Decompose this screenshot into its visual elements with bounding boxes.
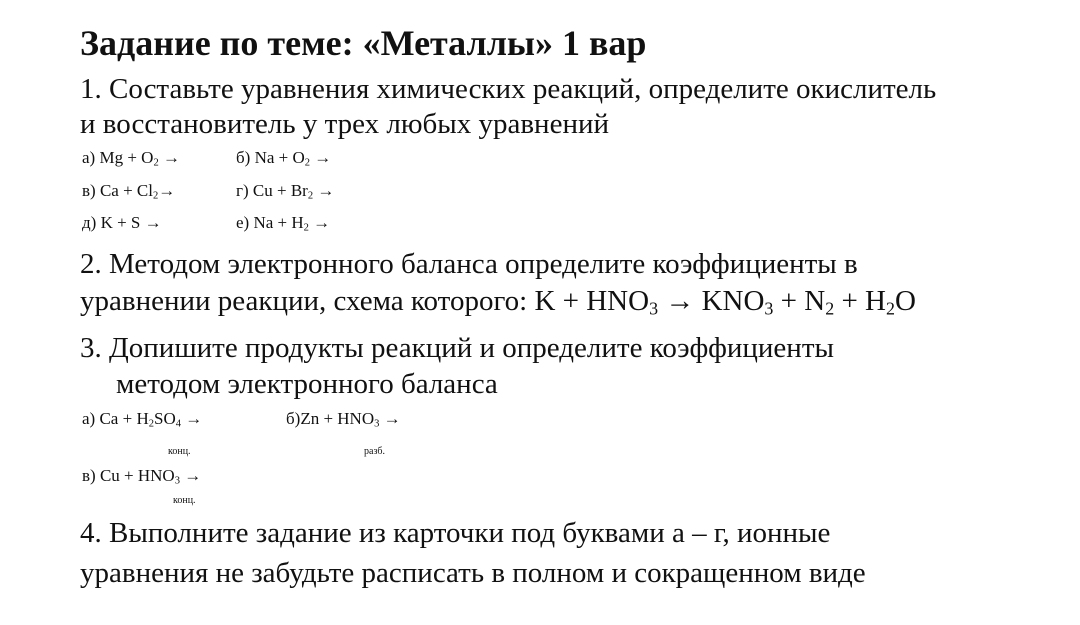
reaction-1b: б) $Na + O_2$ → <box>236 148 332 169</box>
task2-equation: $K + HNO_3 \to KNO_3 + N_2 + H_2O$ <box>534 285 916 319</box>
task3-line2: методом электронного баланса <box>116 368 498 400</box>
task3-line1: 3. Допишите продукты реакций и определите коэффициенты <box>80 332 834 364</box>
reaction-1v: в) $Ca + Cl_2\to$ <box>82 181 176 202</box>
reaction-3a-note: конц. <box>168 446 191 457</box>
reaction-3b-note: разб. <box>364 446 385 457</box>
task2-line2: уравнении реакции, схема которого: $K + HNO_3 \to KNO_3 + N_2 + H_2O$ <box>80 285 916 319</box>
worksheet-title: Задание по теме: «Металлы» 1 вар <box>80 23 647 63</box>
reaction-3v: в) $Cu + HNO_3$ → <box>82 466 202 487</box>
task4-line2: уравнения не забудьте расписать в полном и сокращенном виде <box>80 557 866 589</box>
reaction-1a: а) $Mg + O_2$ → <box>82 148 180 169</box>
task1-line1: 1. Составьте уравнения химических реакций, определите окислитель <box>80 73 937 105</box>
reaction-3b: $б)Zn + HNO_3$ → <box>286 409 401 430</box>
reaction-1d: д) K + S → <box>82 213 162 232</box>
task1-line2: и восстановитель у трех любых уравнений <box>80 108 610 140</box>
reaction-3v-note: конц. <box>173 495 196 506</box>
reaction-1e: е) $Na + H_2$ → <box>236 213 331 234</box>
reaction-3a: а) $Ca + H_2SO_4$ → <box>82 409 203 430</box>
task4-line1: 4. Выполните задание из карточки под буквами а – г, ионные <box>80 517 831 549</box>
task2-line1: 2. Методом электронного баланса определите коэффициенты в <box>80 248 858 280</box>
reaction-1g: г) $Cu + Br_2$ → <box>236 181 335 202</box>
